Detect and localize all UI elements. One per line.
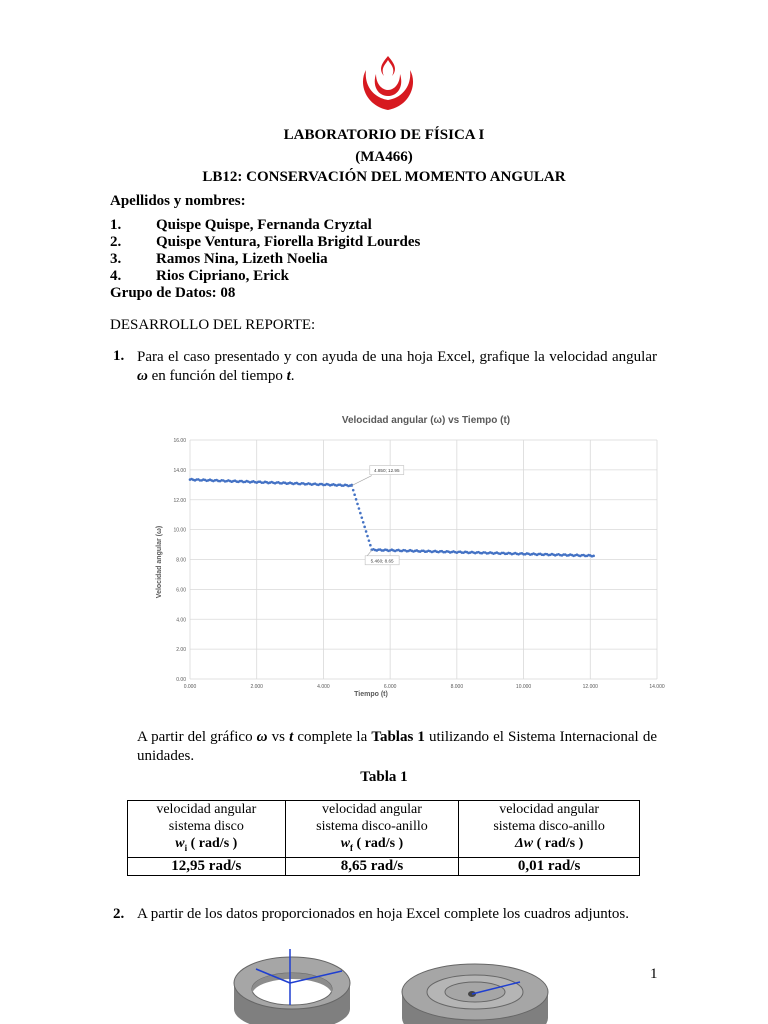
- y-tick-label: 10.00: [173, 527, 186, 534]
- x-tick-label: 0.000: [183, 684, 197, 690]
- y-tick-label: 12.00: [173, 497, 186, 504]
- lab-title: LB12: CONSERVACIÓN DEL MOMENTO ANGULAR: [202, 169, 566, 185]
- course-code: (MA466): [355, 149, 413, 165]
- annotation-leader: [367, 550, 372, 556]
- x-tick-label: 10.000: [515, 684, 532, 690]
- author-name: Rios Cipriano, Erick: [156, 268, 289, 284]
- author-number: 2.: [110, 234, 122, 250]
- y-axis-label: Velocidad angular (ω): [156, 525, 163, 599]
- section-title: DESARROLLO DEL REPORTE:: [110, 317, 316, 333]
- table-header-cell: velocidad angular sistema disco-anillo Δw ( rad/s ): [459, 801, 640, 858]
- data-point: [353, 493, 356, 496]
- data-point: [592, 555, 595, 558]
- y-tick-label: 14.00: [173, 467, 186, 474]
- authors-heading: Apellidos y nombres:: [110, 193, 246, 209]
- disc-illustration: [400, 960, 550, 1024]
- data-point: [358, 507, 361, 510]
- table-header-row: [128, 801, 640, 858]
- x-axis-label: Tiempo (t): [354, 691, 388, 698]
- table-header-cell: velocidad angular sistema disco-anillo $w_f$ ( rad/s ): [285, 801, 459, 858]
- x-tick-label: 12.000: [582, 684, 598, 690]
- chart-grid: [190, 440, 657, 679]
- data-point: [362, 521, 365, 524]
- question-2-text: A partir de los datos proporcionados en hoja Excel complete los cuadros adjuntos.: [137, 906, 629, 922]
- data-point: [352, 489, 355, 492]
- data-point: [359, 512, 362, 515]
- data-point: [369, 544, 372, 547]
- y-tick-label: 8.00: [176, 557, 186, 564]
- author-number: 3.: [110, 251, 122, 267]
- data-point: [363, 526, 366, 529]
- ring-illustration: [230, 945, 355, 1024]
- y-tick-label: 0.00: [176, 677, 186, 683]
- data-point: [360, 516, 363, 519]
- table-caption: Tabla 1: [360, 769, 408, 785]
- data-point: [368, 539, 371, 542]
- table-reference: Tablas 1: [371, 729, 425, 745]
- time-symbol: t: [286, 368, 291, 384]
- omega-symbol: ω: [256, 729, 268, 745]
- x-tick-label: 6.000: [383, 684, 397, 690]
- table-row: [128, 857, 640, 875]
- chart-ticks: [173, 438, 664, 690]
- question-1-text: Para el caso presentado y con ayuda de una hoja Excel, grafique la velocidad angular ω en función del tiempo t.: [137, 349, 657, 384]
- x-tick-label: 14.000: [649, 684, 665, 690]
- table-cell: 0,01 rad/s: [459, 857, 640, 875]
- annotation-leader: [352, 476, 372, 486]
- author-name: Ramos Nina, Lizeth Noelia: [156, 251, 328, 267]
- question-text: Para el caso presentado y con ayuda de una hoja Excel, grafique la velocidad angular: [137, 349, 657, 365]
- author-name: Quispe Ventura, Fiorella Brigitd Lourdes: [156, 234, 421, 250]
- author-number: 1.: [110, 217, 122, 233]
- x-tick-label: 4.000: [317, 684, 330, 690]
- x-tick-label: 2.000: [250, 684, 263, 690]
- y-tick-label: 4.00: [176, 617, 186, 624]
- page-number: 1: [650, 966, 658, 982]
- chart-title: Velocidad angular (ω) vs Tiempo (t): [341, 415, 511, 426]
- angular-velocity-chart: [140, 405, 680, 710]
- x-tick-label: 8.000: [450, 684, 464, 690]
- table-header-cell: velocidad angular sistema disco $w_i$ ( rad/s ): [128, 801, 286, 858]
- data-group: Grupo de Datos: 08: [110, 285, 236, 301]
- data-point: [365, 530, 368, 533]
- y-tick-label: 6.00: [176, 587, 186, 594]
- table-instruction: A partir del gráfico ω vs t complete la Tablas 1 utilizando el Sistema Internacional de unidades.: [137, 729, 657, 764]
- data-point: [356, 503, 359, 506]
- author-name: Quispe Quispe, Fernanda Cryztal: [156, 217, 372, 233]
- university-logo: [356, 54, 420, 112]
- table-cell: 12,95 rad/s: [128, 857, 286, 875]
- data-point: [355, 498, 358, 501]
- table-cell: 8,65 rad/s: [285, 857, 459, 875]
- data-label: 4.850; 12.95: [374, 468, 400, 474]
- data-label: 5.460; 8.65: [370, 558, 394, 564]
- question-number: 2.: [113, 906, 125, 922]
- data-point: [366, 535, 369, 538]
- chart-points: [189, 478, 595, 558]
- time-symbol: t: [289, 729, 294, 745]
- document-title: LABORATORIO DE FÍSICA I: [283, 127, 485, 143]
- y-tick-label: 2.00: [176, 647, 186, 654]
- y-tick-label: 16.00: [173, 438, 186, 444]
- question-text: en función del tiempo: [147, 368, 287, 384]
- question-number: 1.: [113, 348, 125, 364]
- omega-symbol: ω: [137, 368, 148, 384]
- results-table: [127, 800, 640, 876]
- author-number: 4.: [110, 268, 122, 284]
